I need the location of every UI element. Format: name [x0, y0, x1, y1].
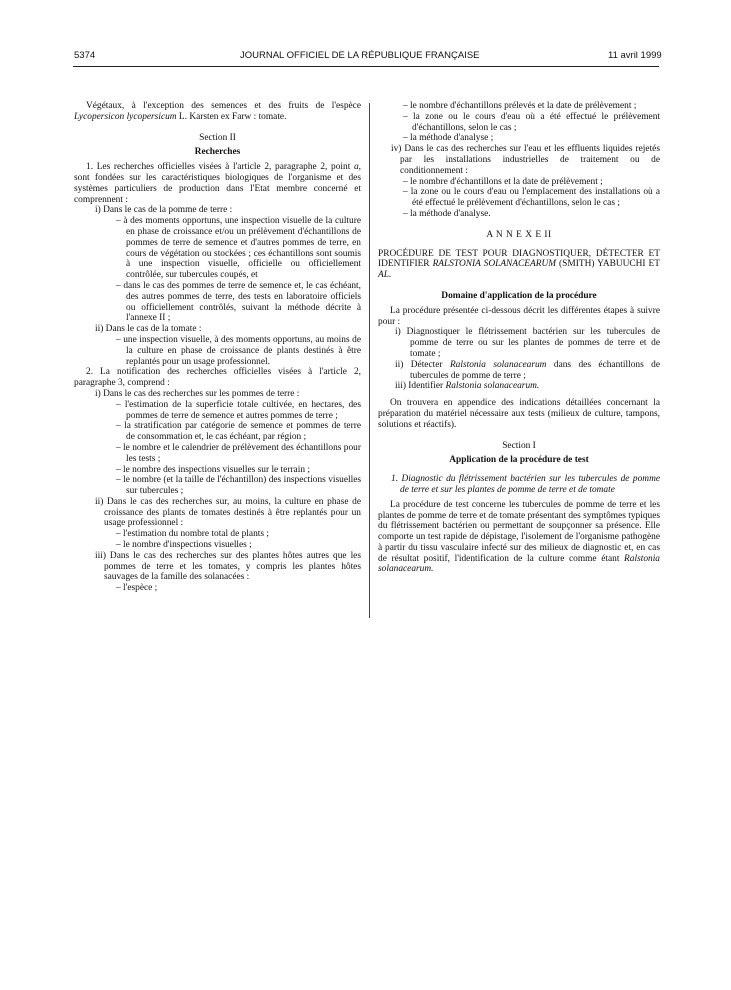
section-subheading: Recherches — [194, 147, 241, 158]
procedure-paragraph: La procédure présentée ci-dessous décrit les différentes étapes à suivre pour : — [378, 305, 660, 327]
dash-item: – le nombre et le calendrier de prélèvement des échantillons pour les tests ; — [116, 442, 361, 464]
dash-item: – l'estimation du nombre total de plants ; — [116, 529, 269, 540]
item-ii: ii) Dans le cas de la tomate : — [95, 324, 202, 335]
dash-item: – le nombre d'échantillons prélevés et la date de prélèvement ; — [403, 101, 637, 111]
dash-item: – à des moments opportuns, une inspection visuelle de la culture en phase de croissance et/ou un prélèvement d'échantillons de pommes de terre de semence et d'autres pommes de terre, en cours de végétation ou stockées ; ces échantillons sont soumis à une inspection visuelle, officielle ou officiellement contrôlée, sur tubercules coupés, et — [116, 216, 361, 281]
item-iii: iii) Dans le cas des recherches sur des plantes hôtes autres que les pommes de terre et les tomates, y compris les plantes hôtes sauvages de la famille des solanacées : — [95, 550, 361, 583]
dash-item: – une inspection visuelle, à des moments opportuns, au moins de la culture en phase de croissance de plants destinés à être replantés pour un usage professionnel. — [116, 334, 361, 367]
header-rule — [73, 66, 659, 67]
dash-item: – dans le cas des pommes de terre de semence et, le cas échéant, des autres pommes de terre, des tests en laboratoire officiels ou officiellement contrôlés, suivant la méthode décrite à l'annexe II ; — [116, 280, 361, 324]
page-number: 5374 — [74, 50, 96, 61]
step-ii: ii) Détecter Ralstonia solanacearum dans des échantillons de tubercules de pomme de terre ; — [395, 359, 661, 381]
dash-item: – la méthode d'analyse ; — [403, 133, 494, 144]
dash-item: – la méthode d'analyse. — [403, 208, 491, 219]
step-i: i) Diagnostiquer le flétrissement bactérien sur les tubercules de pomme de terre ou sur les plantes de pommes de terre et de tomate ; — [395, 327, 660, 359]
dash-item: – la zone ou le cours d'eau ou l'emplacement des installations où a été effectué le prélèvement d'échantillons, selon le cas ; — [403, 187, 660, 209]
step-iii: iii) Identifier Ralstonia solanacearum. — [395, 381, 540, 392]
domain-heading: Domaine d'application de la procédure — [441, 290, 597, 301]
dash-item: – le nombre des inspections visuelles sur le terrain ; — [116, 464, 310, 475]
intro-paragraph: Végétaux, à l'exception des semences et des fruits de l'espèce Lycopersicon lycopersicum L. Karsten ex Farw : tomate. — [74, 101, 361, 122]
right-column — [378, 101, 660, 575]
column-divider — [369, 103, 370, 618]
section-subheading: Application de la procédure de test — [449, 455, 589, 466]
item-iv: iv) Dans le cas des recherches sur l'eau et les effluents liquides rejetés par les installations industrielles de traitement ou de conditionnement : — [391, 144, 660, 176]
dash-item: – le nombre (et la taille de l'échantillon) des inspections visuelles sur tubercules ; — [116, 475, 361, 497]
section-heading: Section II — [199, 132, 236, 143]
annex-heading: A N N E X E II — [486, 229, 552, 240]
dash-item: – le nombre d'inspections visuelles ; — [116, 540, 252, 551]
item-ii: ii) Dans le cas des recherches sur, au moins, la culture en phase de croissance des plants de tomates destinés à être replantés pour un usage professionnel : — [95, 496, 361, 529]
dash-item: – la zone ou le cours d'eau où a été effectué le prélèvement d'échantillons, selon le cas ; — [403, 111, 660, 133]
paragraph-1: 1. Les recherches officielles visées à l'article 2, paragraphe 2, point a, sont fondées sur les caractéristiques biologiques de l'organisme et des systèmes particuliers de production dans l'Etat membre concerné et comprennent : — [74, 162, 361, 205]
left-column — [74, 101, 361, 594]
dash-item: – la stratification par catégorie de semence et pommes de terre de consommation et, le cas échéant, par région ; — [116, 421, 361, 443]
paragraph-2: 2. La notification des recherches officielles visées à l'article 2, paragraphe 3, comprend : — [74, 367, 361, 389]
item-i: i) Dans le cas de la pomme de terre : — [95, 205, 233, 216]
test-paragraph: La procédure de test concerne les tubercules de pomme de terre et les plantes de pomme de terre et de tomate présentant des symptômes typiques du flétrissement bactérien ou permettant de soupçonner sa présence. Elle comporte un test rapide de dépistage, l'isolement de l'organisme pathogène à partir du tissu vasculaire infecté sur des milieux de diagnostic et, en cas de résultat positif, l'identification de la culture comme étant Ralstonia solanacearum. — [378, 499, 660, 575]
journal-title: JOURNAL OFFICIEL DE LA RÉPUBLIQUE FRANÇAISE — [240, 50, 480, 61]
dash-item: – le nombre d'échantillons et la date de prélèvement ; — [403, 176, 603, 187]
dash-item: – l'espèce ; — [116, 583, 158, 594]
appendix-paragraph: On trouvera en appendice des indications détaillées concernant la préparation du matériel nécessaire aux tests (milieux de culture, tampons, solutions et réactifs). — [378, 398, 660, 430]
annex-title: PROCÉDURE DE TEST POUR DIAGNOSTIQUER, DÉTECTER ET IDENTIFIER RALSTONIA SOLANACEARUM (SMITH) YABUUCHI ET AL. — [378, 248, 661, 281]
section-heading: Section I — [502, 440, 536, 451]
issue-date: 11 avril 1999 — [608, 50, 662, 61]
diagnostic-heading: 1. Diagnostic du flétrissement bactérien sur les tubercules de pomme de terre et sur les plantes de pomme de terre et de tomate — [391, 474, 660, 495]
item-i: i) Dans le cas des recherches sur les pommes de terre : — [95, 388, 300, 399]
dash-item: – l'estimation de la superficie totale cultivée, en hectares, des pommes de terre de semence et autres pommes de terre ; — [116, 399, 361, 421]
